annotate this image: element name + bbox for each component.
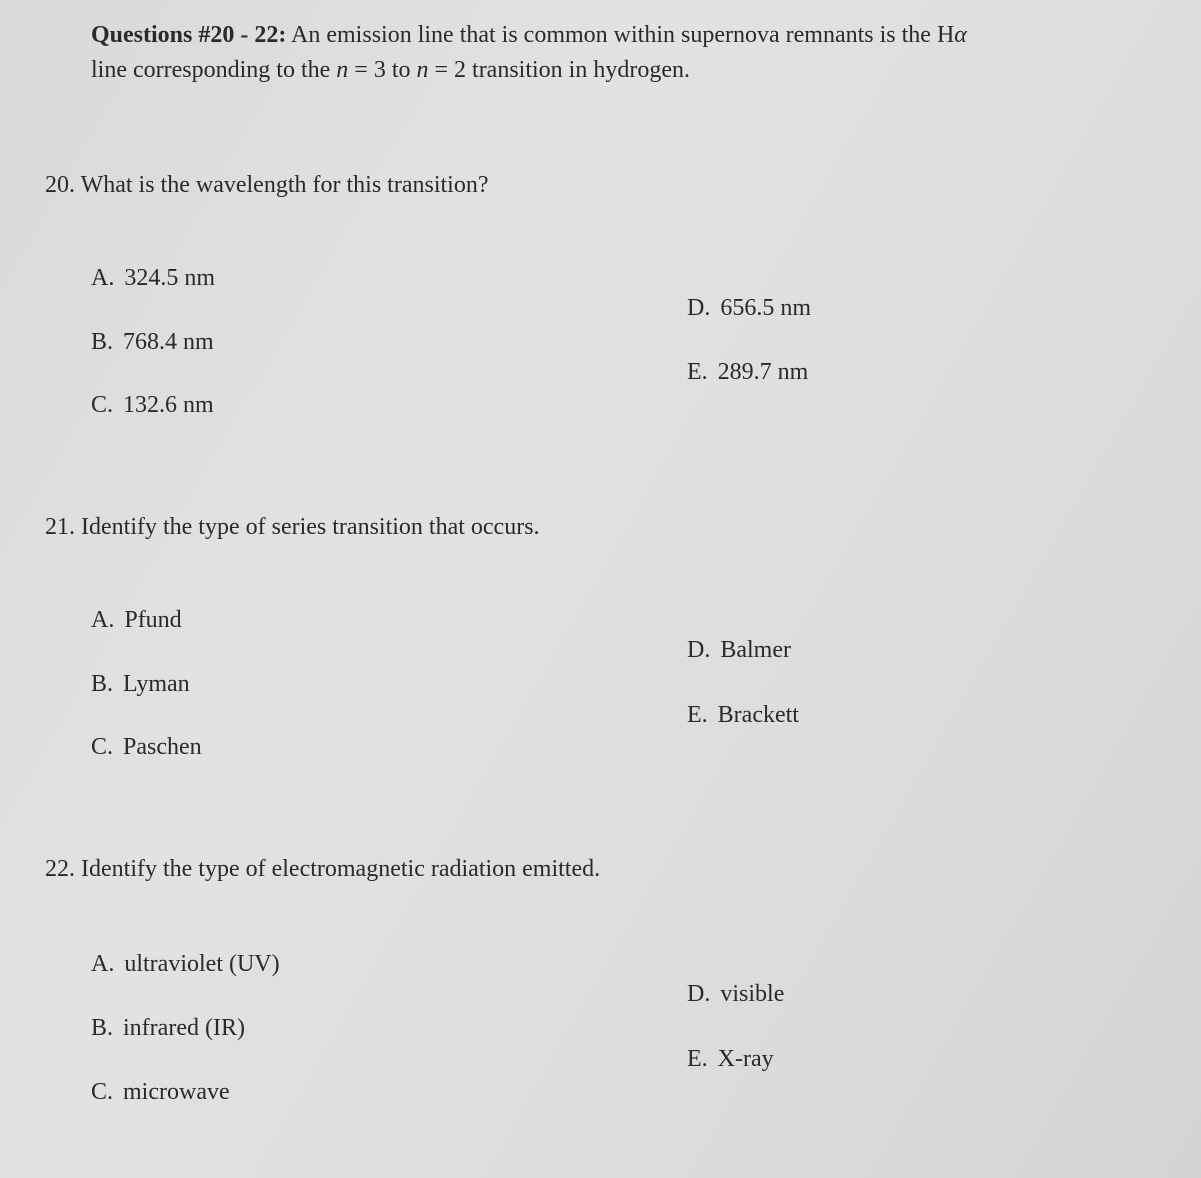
option-letter: A. [91, 265, 115, 291]
q20-option-a[interactable] [91, 263, 215, 293]
option-text: 289.7 nm [717, 359, 809, 385]
question-group-header [91, 18, 1171, 88]
question-text: Identify the type of electromagnetic radiation emitted. [81, 856, 601, 882]
option-letter: E. [687, 1046, 708, 1072]
option-letter: B. [91, 1015, 114, 1041]
q20-option-b[interactable] [91, 327, 214, 357]
option-text: microwave [123, 1079, 230, 1105]
option-letter: D. [687, 295, 711, 321]
option-text: Lyman [123, 671, 190, 697]
question-text: What is the wavelength for this transition? [80, 172, 489, 198]
header-eq1: = 3 to [354, 57, 411, 83]
option-text: Pfund [124, 607, 182, 633]
q22-option-d[interactable] [687, 979, 784, 1009]
option-letter: A. [91, 607, 115, 633]
option-letter: D. [687, 981, 711, 1007]
header-eq2: = 2 transition in hydrogen. [434, 57, 690, 83]
n-symbol-1: n [336, 57, 349, 83]
option-text: infrared (IR) [123, 1015, 245, 1041]
option-text: 656.5 nm [720, 295, 812, 321]
option-letter: D. [687, 637, 711, 663]
q22-option-c[interactable] [91, 1077, 230, 1107]
q22-option-e[interactable] [687, 1044, 774, 1074]
option-text: visible [720, 981, 785, 1007]
q22-option-a[interactable] [91, 949, 280, 979]
option-letter: E. [687, 359, 708, 385]
option-text: 132.6 nm [123, 392, 214, 418]
option-letter: B. [91, 671, 114, 697]
question-20 [45, 170, 488, 200]
option-text: Balmer [720, 637, 791, 663]
n-symbol-2: n [416, 57, 429, 83]
q21-option-c[interactable] [91, 732, 202, 762]
q20-option-c[interactable] [91, 390, 214, 420]
q21-option-b[interactable] [91, 669, 190, 699]
header-label: Questions #20 - 22: [91, 22, 287, 48]
q20-option-e[interactable] [687, 357, 808, 387]
option-text: X-ray [717, 1046, 774, 1072]
question-text: Identify the type of series transition that occurs. [81, 514, 540, 540]
q22-option-b[interactable] [91, 1013, 245, 1043]
option-letter: C. [91, 734, 114, 760]
header-text-part1: An emission line that is common within supernova remnants is the H [291, 22, 955, 48]
question-number: 21. [45, 514, 75, 540]
q21-option-d[interactable] [687, 635, 791, 665]
question-number: 22. [45, 856, 75, 882]
question-22 [45, 854, 600, 884]
question-21 [45, 512, 540, 542]
option-text: Brackett [717, 702, 799, 728]
alpha-symbol: α [954, 22, 967, 48]
option-letter: C. [91, 392, 114, 418]
header-text-part2: line corresponding to the [91, 57, 331, 83]
question-number: 20. [45, 172, 75, 198]
option-text: 768.4 nm [123, 329, 214, 355]
q21-option-e[interactable] [687, 700, 799, 730]
option-letter: A. [91, 951, 115, 977]
option-letter: C. [91, 1079, 114, 1105]
option-letter: B. [91, 329, 114, 355]
option-text: Paschen [123, 734, 202, 760]
option-text: 324.5 nm [124, 265, 216, 291]
option-letter: E. [687, 702, 708, 728]
option-text: ultraviolet (UV) [124, 951, 280, 977]
q21-option-a[interactable] [91, 605, 182, 635]
q20-option-d[interactable] [687, 293, 811, 323]
